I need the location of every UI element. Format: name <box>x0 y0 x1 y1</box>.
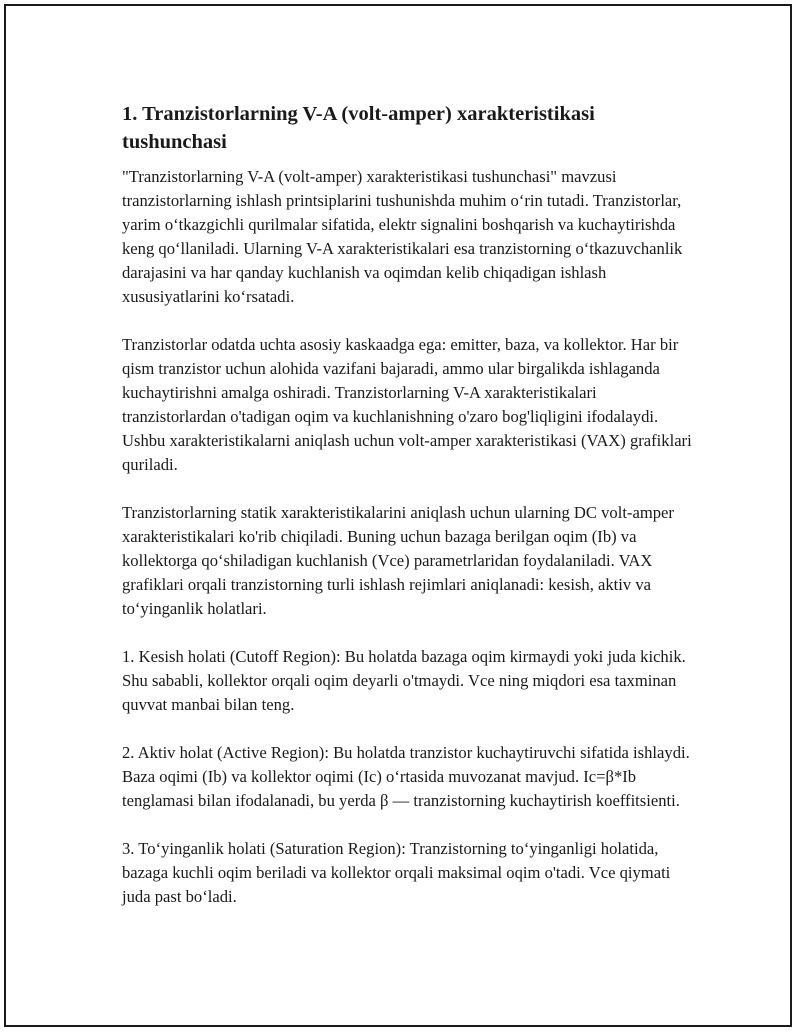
section-heading: 1. Tranzistorlarning V-A (volt-amper) xarakteristikasi tushunchasi <box>122 103 595 153</box>
paragraph-cutoff-region: 1. Kesish holati (Cutoff Region): Bu holatda bazaga oqim kirmaydi yoki juda kichik. Shu sababli, kollektor orqali oqim deyarli o'tmaydi. Vce ning miqdori esa taxminan quvvat manbai bilan teng. <box>122 647 686 714</box>
paragraph-structure: Tranzistorlar odatda uchta asosiy kaskaadga ega: emitter, baza, va kollektor. Har bir qism tranzistor uchun alohida vazifani bajaradi, ammo ular birgalikda ishlaganda kuchaytirishni amalga oshiradi. Tranzistorlarning V-A xarakteristikalari tranzistorlardan o'tadigan oqim va kuchlanishning o'zaro bog'liqligini ifodalaydi. Ushbu xarakteristikalarni aniqlash uchun volt-amper xarakteristikasi (VAX) grafiklari quriladi. <box>122 335 692 474</box>
paragraph-intro: "Tranzistorlarning V-A (volt-amper) xarakteristikasi tushunchasi" mavzusi tranzistorlarning ishlash printsiplarini tushunishda muhim o‘rin tutadi. Tranzistorlar, yarim o‘tkazgichli qurilmalar sifatida, elektr signalini boshqarish va kuchaytirishda keng qo‘llaniladi. Ularning V-A xarakteristikalari esa tranzistorning o‘tkazuvchanlik darajasini va har qanday kuchlanish va oqimdan kelib chiqadigan ishlash xususiyatlarini ko‘rsatadi. <box>122 167 683 306</box>
document-body <box>122 100 694 933</box>
paragraph-static-characteristics: Tranzistorlarning statik xarakteristikalarini aniqlash uchun ularning DC volt-amper xarakteristikalari ko'rib chiqiladi. Buning uchun bazaga berilgan oqim (Ib) va kollektorga qo‘shiladigan kuchlanish (Vce) parametrlaridan foydalaniladi. VAX grafiklari orqali tranzistorning turli ishlash rejimlari aniqlanadi: kesish, aktiv va to‘yinganlik holatlari. <box>122 503 674 618</box>
paragraph-saturation-region: 3. To‘yinganlik holati (Saturation Region): Tranzistorning to‘yinganligi holatida, bazaga kuchli oqim beriladi va kollektor orqali maksimal oqim o'tadi. Vce qiymati juda past bo‘ladi. <box>122 839 671 906</box>
page-frame <box>4 4 792 1027</box>
paragraph-active-region: 2. Aktiv holat (Active Region): Bu holatda tranzistor kuchaytiruvchi sifatida ishlaydi. Baza oqimi (Ib) va kollektor oqimi (Ic) o‘rtasida muvozanat mavjud. Ic=β*Ib tenglamasi bilan ifodalanadi, bu yerda β — tranzistorning kuchaytirish koeffitsienti. <box>122 743 690 810</box>
